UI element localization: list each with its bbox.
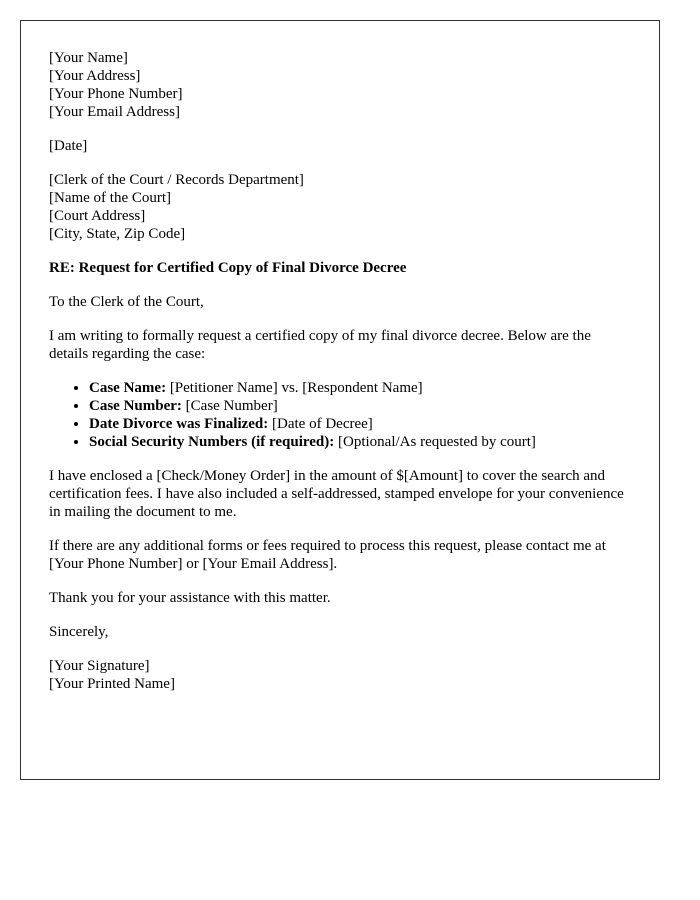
list-item: [89, 415, 631, 433]
sender-name: [Your Name]: [49, 50, 128, 66]
sender-phone: [Your Phone Number]: [49, 86, 183, 102]
letter-date: [Date]: [49, 138, 88, 154]
recipient-block: [49, 171, 631, 243]
sender-block: [49, 49, 631, 121]
detail-label: Social Security Numbers (if required):: [89, 434, 335, 450]
list-item: [89, 433, 631, 451]
detail-value: [Petitioner Name] vs. [Respondent Name]: [166, 380, 423, 396]
closing: Sincerely,: [49, 624, 109, 640]
recipient-title: [Clerk of the Court / Records Department]: [49, 172, 304, 188]
contact-paragraph: If there are any additional forms or fees required to process this request, please contact me at [Your Phone Number] or [Your Email Address].: [49, 538, 606, 572]
enclosure-paragraph: I have enclosed a [Check/Money Order] in the amount of $[Amount] to cover the search and certification fees. I have also included a self-addressed, stamped envelope for your convenience in mailing the document to me.: [49, 468, 624, 520]
recipient-court-name: [Name of the Court]: [49, 190, 172, 206]
sender-address: [Your Address]: [49, 68, 141, 84]
detail-value: [Date of Decree]: [268, 416, 373, 432]
recipient-court-address: [Court Address]: [49, 208, 146, 224]
signature-block: [49, 657, 631, 693]
recipient-city-state-zip: [City, State, Zip Code]: [49, 226, 186, 242]
detail-label: Date Divorce was Finalized:: [89, 416, 269, 432]
detail-label: Case Number:: [89, 398, 182, 414]
sender-email: [Your Email Address]: [49, 104, 180, 120]
detail-value: [Case Number]: [181, 398, 278, 414]
salutation: To the Clerk of the Court,: [49, 294, 204, 310]
printed-name: [Your Printed Name]: [49, 676, 175, 692]
intro-paragraph: I am writing to formally request a certified copy of my final divorce decree. Below are the details regarding the case:: [49, 328, 591, 362]
signature: [Your Signature]: [49, 658, 150, 674]
detail-label: Case Name:: [89, 380, 167, 396]
list-item: [89, 379, 631, 397]
list-item: [89, 397, 631, 415]
case-details-list: [49, 379, 631, 451]
letter-page: [20, 20, 660, 780]
subject-line: RE: Request for Certified Copy of Final Divorce Decree: [49, 260, 407, 276]
thanks-paragraph: Thank you for your assistance with this matter.: [49, 590, 331, 606]
date-block: [49, 137, 631, 155]
detail-value: [Optional/As requested by court]: [334, 434, 536, 450]
